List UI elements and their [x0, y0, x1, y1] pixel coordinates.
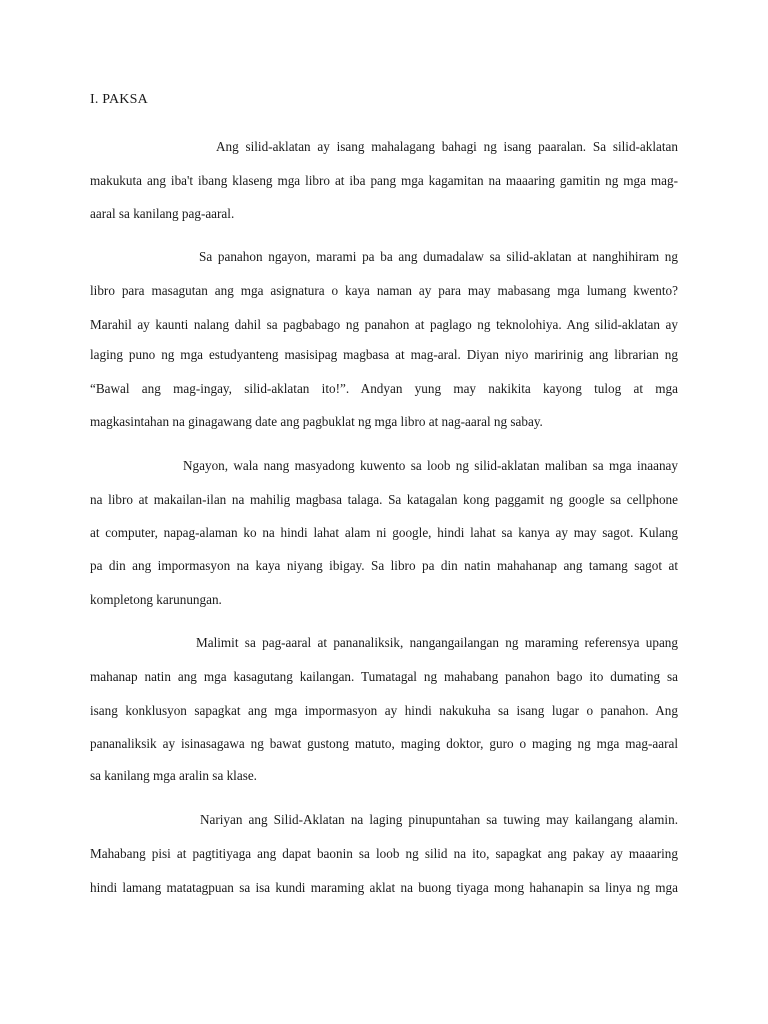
- paragraph-line: Marahil ay kaunti nalang dahil sa pagbabago ng panahon at paglago ng teknolohiya. Ang silid-aklatan ay: [90, 317, 678, 332]
- paragraph-line: at computer, napag-alaman ko na hindi lahat alam ni google, hindi lahat sa kanya ay may sagot. Kulang: [90, 525, 678, 540]
- paragraph-line: Ang silid-aklatan ay isang mahalagang bahagi ng isang paaralan. Sa silid-aklatan: [216, 139, 678, 154]
- paragraph-line: Malimit sa pag-aaral at pananaliksik, nangangailangan ng maraming referensya upang: [196, 635, 678, 650]
- paragraph-line: magkasintahan na ginagawang date ang pagbuklat ng mga libro at nag-aaral ng sabay.: [90, 414, 543, 429]
- paragraph-line: Mahabang pisi at pagtitiyaga ang dapat baonin sa loob ng silid na ito, sapagkat ang pakay ay maaaring: [90, 846, 678, 861]
- paragraph-line: Nariyan ang Silid-Aklatan na laging pinupuntahan sa tuwing may kailangang alamin.: [200, 812, 678, 827]
- paragraph-line: aaral sa kanilang pag-aaral.: [90, 206, 235, 221]
- section-heading: I. PAKSA: [90, 92, 148, 107]
- paragraph-line: isang konklusyon sapagkat ang mga impormasyon ay hindi nakukuha sa isang lugar o panahon. Ang: [90, 703, 678, 718]
- paragraph-line: pananaliksik ay isinasagawa ng bawat gustong matuto, maging doktor, guro o maging ng mga mag-aaral: [90, 736, 678, 751]
- paragraph-line: Ngayon, wala nang masyadong kuwento sa loob ng silid-aklatan maliban sa mga inaanay: [183, 458, 678, 473]
- paragraph-line: “Bawal ang mag-ingay, silid-aklatan ito!”. Andyan yung may nakikita kayong tulog at mga: [90, 381, 678, 396]
- paragraph-line: laging puno ng mga estudyanteng masisipag magbasa at mag-aral. Diyan niyo maririnig ang librarian ng: [90, 347, 678, 362]
- paragraph-line: kompletong karunungan.: [90, 592, 222, 607]
- paragraph-line: Sa panahon ngayon, marami pa ba ang dumadalaw sa silid-aklatan at nanghihiram ng: [199, 249, 678, 264]
- paragraph-line: makukuta ang iba't ibang klaseng mga libro at iba pang mga kagamitan na maaaring gamitin ng mga mag-: [90, 173, 678, 188]
- paragraph-line: pa din ang impormasyon na kaya niyang ibigay. Sa libro pa din natin mahahanap ang tamang sagot at: [90, 558, 678, 573]
- paragraph-line: hindi lamang matatagpuan sa isa kundi maraming aklat na buong tiyaga mong hahanapin sa linya ng mga: [90, 880, 678, 895]
- paragraph-line: sa kanilang mga aralin sa klase.: [90, 768, 257, 783]
- paragraph-line: mahanap natin ang mga kasagutang kailangan. Tumatagal ng mahabang panahon bago ito dumating sa: [90, 669, 678, 684]
- paragraph-line: libro para masagutan ang mga asignatura o kaya naman ay para may mabasang mga lumang kwento?: [90, 283, 678, 298]
- paragraph-line: na libro at makailan-ilan na mahilig magbasa talaga. Sa katagalan kong paggamit ng google sa cellphone: [90, 492, 678, 507]
